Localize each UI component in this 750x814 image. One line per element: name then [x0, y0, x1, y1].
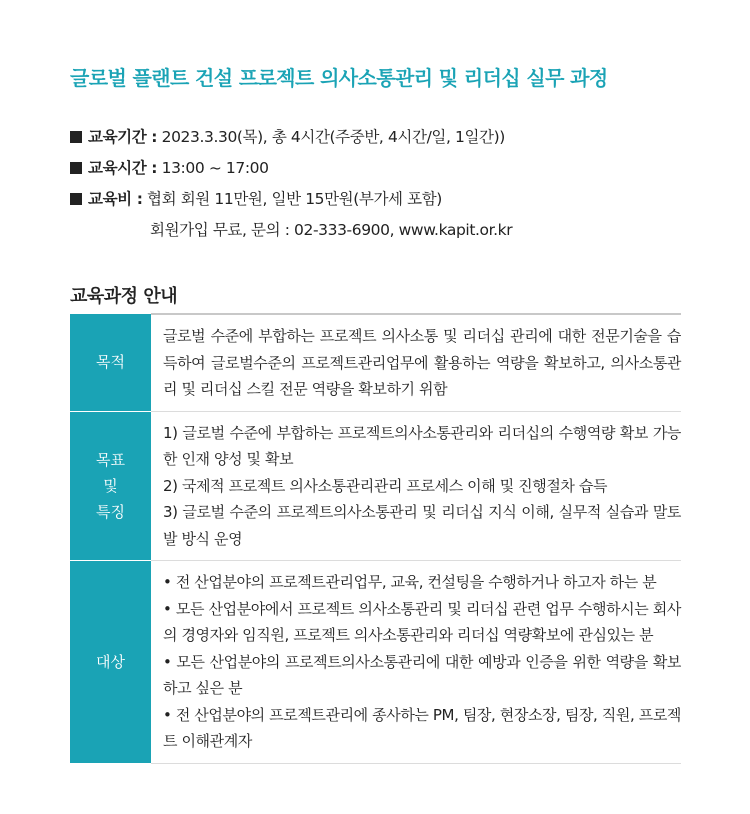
- content-line: • 전 산업분야의 프로젝트관리에 종사하는 PM, 팀장, 현장소장, 팀장, 직원, 프로젝트 이해관계자: [163, 705, 681, 750]
- row-header-target: [70, 561, 151, 764]
- row-content-goals: [151, 411, 681, 561]
- square-bullet-icon: [70, 193, 82, 205]
- info-fee: [70, 188, 512, 219]
- row-header-line: 및: [103, 476, 118, 495]
- row-content-target: [151, 561, 681, 764]
- info-fee-note: 회원가입 무료, 문의 : 02-333-6900, www.kapit.or.kr: [150, 221, 513, 239]
- time-label: 교육시간 :: [88, 159, 158, 177]
- content-line: • 전 산업분야의 프로젝트관리업무, 교육, 컨설팅을 수행하거나 하고자 하는 분: [163, 573, 657, 591]
- table-row-purpose: [70, 314, 681, 411]
- content-line: 3) 글로벌 수준의 프로젝트의사소통관리 및 리더십 지식 이해, 실무적 실습과 말토발 방식 운영: [163, 503, 681, 548]
- page-title: 글로벌 플랜트 건설 프로젝트 의사소통관리 및 리더십 실무 과정: [70, 66, 608, 90]
- content-line: • 모든 산업분야의 프로젝트의사소통관리에 대한 예방과 인증을 위한 역량을 확보하고 싶은 분: [163, 652, 681, 697]
- info-time: [70, 157, 512, 188]
- fee-label: 교육비 :: [88, 190, 143, 208]
- row-header-line: 목표: [96, 450, 125, 469]
- course-guide-table: [70, 313, 681, 764]
- row-content-purpose: [151, 314, 681, 411]
- section-title: 교육과정 안내: [70, 286, 178, 307]
- row-header-goals: [70, 411, 151, 561]
- info-period: [70, 126, 512, 157]
- content-line: 2) 국제적 프로젝트 의사소통관리관리 프로세스 이해 및 진행절차 습득: [163, 476, 608, 495]
- period-label: 교육기간 :: [88, 128, 158, 146]
- course-info: [70, 126, 512, 250]
- square-bullet-icon: [70, 162, 82, 174]
- period-value: 2023.3.30(목), 총 4시간(주중반, 4시간/일, 1일간)): [161, 128, 505, 146]
- content-line: • 모든 산업분야에서 프로젝트 의사소통관리 및 리더십 관련 업무 수행하시는 회사의 경영자와 임직원, 프로젝트 의사소통관리와 리더십 역량확보에 관심있는 분: [163, 599, 681, 644]
- row-header-line: 목적: [96, 353, 125, 372]
- row-header-line: 대상: [96, 652, 125, 671]
- row-header-purpose: [70, 314, 151, 411]
- table-row-target: [70, 561, 681, 764]
- row-header-line: 특징: [96, 502, 125, 521]
- content-line: 1) 글로벌 수준에 부합하는 프로젝트의사소통관리와 리더십의 수행역량 확보 가능한 인재 양성 및 확보: [163, 423, 681, 468]
- content-line: 글로벌 수준에 부합하는 프로젝트 의사소통 및 리더십 관리에 대한 전문기술을 습득하여 글로벌수준의 프로젝트관리업무에 활용하는 역량을 확보하고, 의사소통관리 및 리더십 스킬 전문 역량을 확보하기 위함: [163, 327, 681, 398]
- fee-value: 협회 회원 11만원, 일반 15만원(부가세 포함): [147, 190, 442, 208]
- table-row-goals: [70, 411, 681, 561]
- time-value: 13:00 ~ 17:00: [161, 159, 269, 177]
- square-bullet-icon: [70, 131, 82, 143]
